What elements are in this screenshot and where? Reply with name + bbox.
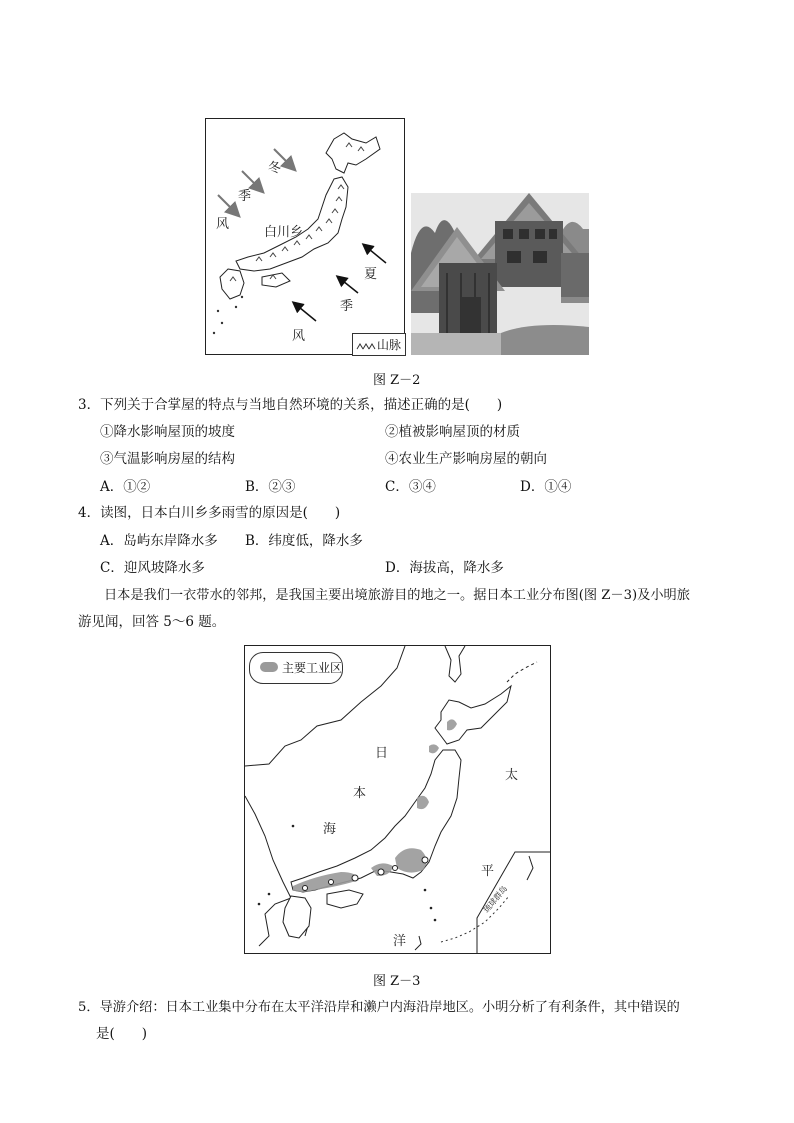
monsoon-map xyxy=(205,118,405,355)
label-ocean-yang: 洋 xyxy=(393,934,407,949)
winter-arrow-3 xyxy=(218,195,238,215)
label-winter-2: 季 xyxy=(238,189,252,204)
gassho-house-photo-drawing xyxy=(411,193,589,355)
summer-arrow-1 xyxy=(364,245,386,263)
intro-line-1: 日本是我们一衣带水的邻邦，是我国主要出境旅游目的地之一。据日本工业分布图(图 Z－3)及小明旅 xyxy=(104,588,690,603)
q4-choice-c[interactable]: C．迎风坡降水多 xyxy=(100,560,205,576)
map-legend xyxy=(352,333,406,356)
q3-choice-d[interactable]: D．①④ xyxy=(520,479,572,495)
kyushu xyxy=(283,896,311,938)
label-summer-2: 季 xyxy=(340,299,354,314)
figure2-caption: 图 Z－2 xyxy=(373,373,421,388)
q4-choice-a[interactable]: A．岛屿东岸降水多 xyxy=(100,533,218,549)
legend-label: 山脉 xyxy=(377,338,402,352)
label-ocean-tai: 太 xyxy=(505,768,519,783)
kyushu-outline xyxy=(220,269,244,299)
q3-option-4: ④农业生产影响房屋的朝向 xyxy=(385,451,547,467)
hokkaido-outline xyxy=(326,133,380,173)
label-summer-3: 风 xyxy=(292,329,306,344)
q5-stem-line-2: 是( ) xyxy=(96,1026,148,1042)
figure3-caption: 图 Z－3 xyxy=(373,974,421,989)
mountain-legend-icon xyxy=(356,339,376,351)
sakhalin xyxy=(445,646,465,682)
label-sea-ri: 日 xyxy=(375,746,389,761)
japan-monsoon-map-drawing xyxy=(206,119,404,354)
summer-arrow-2 xyxy=(338,277,358,293)
hokkaido xyxy=(435,686,511,744)
q3-option-3: ③气温影响房屋的结构 xyxy=(100,451,235,467)
q3-choice-c[interactable]: C．③④ xyxy=(385,479,436,495)
shikoku-outline xyxy=(262,273,290,287)
q4-choice-d[interactable]: D．海拔高，降水多 xyxy=(385,560,504,576)
label-ryukyu: 琉球群岛 xyxy=(481,884,510,915)
industry-legend xyxy=(249,652,343,684)
q3-choice-a[interactable]: A．①② xyxy=(100,479,151,495)
label-ocean-ping: 平 xyxy=(481,864,495,879)
q5-stem-line-1: 5．导游介绍：日本工业集中分布在太平洋沿岸和濑户内海沿岸地区。小明分析了有利条件，其中错误的 xyxy=(78,1000,680,1015)
intro-line-2: 游见闻，回答 5～6 题。 xyxy=(78,614,226,630)
label-sea-hai: 海 xyxy=(323,822,337,837)
small-islands xyxy=(213,296,243,334)
summer-arrow-3 xyxy=(294,303,316,321)
legend-label: 主要工业区 xyxy=(282,661,343,675)
gassho-house-photo xyxy=(411,193,589,355)
q3-option-2: ②植被影响屋顶的材质 xyxy=(385,424,520,440)
q3-choice-b[interactable]: B．②③ xyxy=(245,479,296,495)
q4-choice-b[interactable]: B．纬度低，降水多 xyxy=(245,533,363,549)
industry-zone-legend-icon xyxy=(260,662,278,672)
q3-option-1: ①降水影响屋顶的坡度 xyxy=(100,424,235,440)
industry-map xyxy=(244,645,551,954)
label-winter-1: 冬 xyxy=(268,161,282,176)
label-summer-1: 夏 xyxy=(364,267,378,282)
label-village: 白川乡 xyxy=(264,225,304,240)
q4-stem: 4．读图，日本白川乡多雨雪的原因是( ) xyxy=(78,505,341,521)
label-sea-ben: 本 xyxy=(353,786,367,801)
label-winter-3: 风 xyxy=(216,217,230,232)
japan-industry-map-drawing xyxy=(245,646,550,953)
shikoku xyxy=(327,890,363,908)
q3-stem: 3．下列关于合掌屋的特点与当地自然环境的关系，描述正确的是( ) xyxy=(78,397,503,413)
